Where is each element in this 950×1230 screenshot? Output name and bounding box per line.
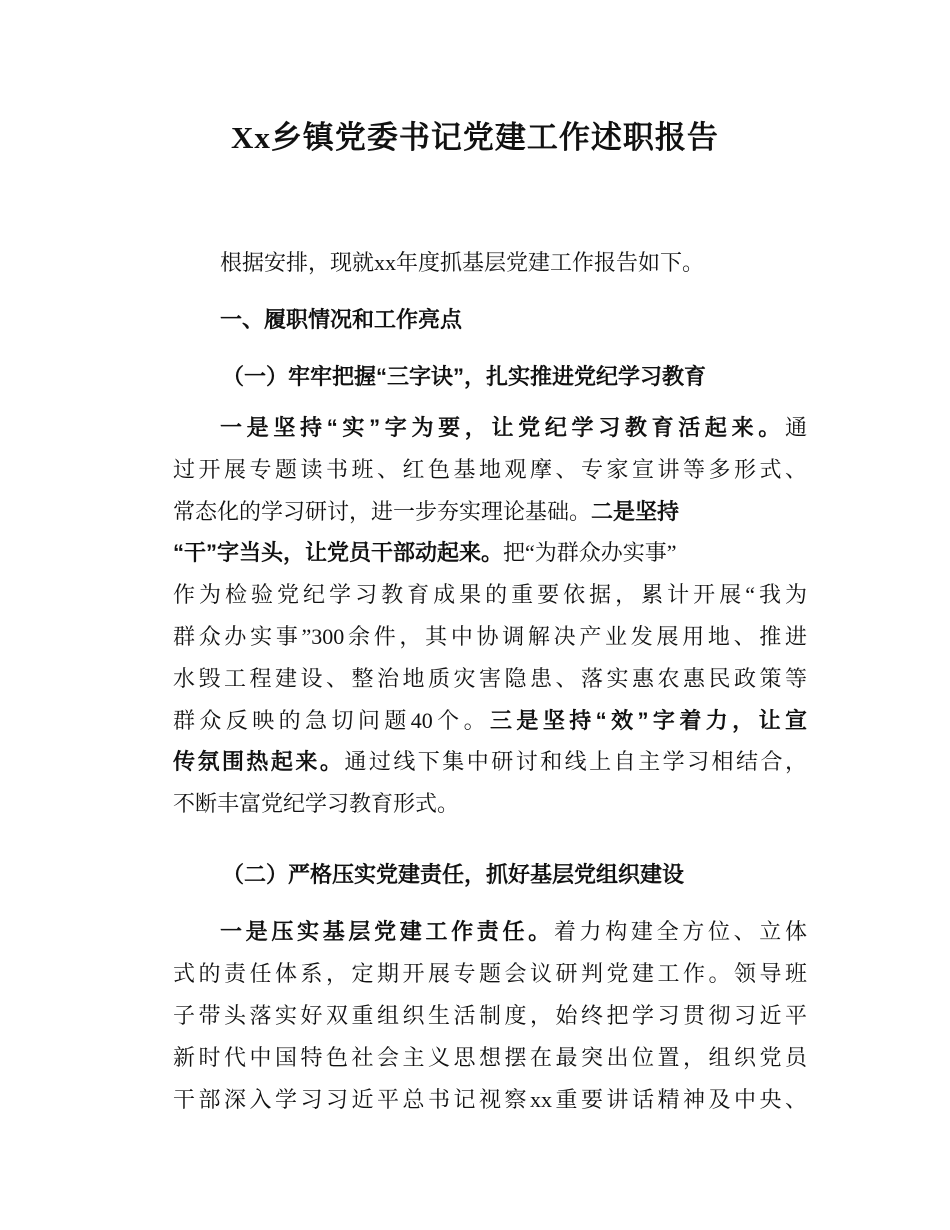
paragraph-line: [173, 1001, 807, 1031]
body-text: 把“为群众办实事”: [503, 540, 677, 566]
body-text: 不断丰富党纪学习教育形式。: [173, 791, 460, 817]
paragraph-line: [173, 455, 807, 485]
paragraph-line: [173, 664, 807, 694]
body-text: 通过线下集中研讨和线上自主学习相结合，: [344, 749, 807, 775]
intro-paragraph: 根据安排，现就xx年度抓基层党建工作报告如下。: [220, 250, 705, 275]
paragraph-line: [173, 959, 807, 989]
paragraph-line: [173, 1085, 807, 1115]
body-text: 着力构建全方位、立体: [553, 919, 807, 944]
paragraph-line: [173, 747, 807, 777]
bold-lead-text: “干”字当头，让党员干部动起来。: [173, 540, 504, 566]
body-text: 群众办实事”300余件，其中协调解决产业发展用地、推进: [173, 624, 807, 649]
body-text: 干部深入学习习近平总书记视察xx重要讲话精神及中央、: [173, 1087, 807, 1112]
bold-lead-text: 二是坚持: [591, 498, 680, 524]
paragraph-line: [173, 706, 807, 736]
paragraph-line: [173, 538, 807, 568]
body-text: 通: [784, 415, 807, 440]
body-text: 常态化的学习研讨，进一步夯实理论基础。: [173, 498, 592, 524]
bold-lead-text: 一是坚持“实”字为要，让党纪学习教育活起来。: [220, 415, 785, 440]
body-text: 作为检验党纪学习教育成果的重要依据，累计开展“我为: [173, 582, 807, 608]
bold-lead-text: 传氛围热起来。: [173, 749, 345, 775]
paragraph-line: [173, 580, 807, 610]
body-text: 子带头落实好双重组织生活制度，始终把学习贯彻习近平: [173, 1003, 807, 1028]
paragraph-line: [173, 789, 807, 819]
paragraph-line: [220, 413, 807, 443]
body-text: 群众反映的急切问题40个。: [173, 707, 490, 733]
section-heading-1: 一、履职情况和工作亮点: [220, 307, 463, 332]
paragraph-line: [220, 917, 807, 947]
bold-lead-text: 一是压实基层党建工作责任。: [220, 919, 554, 944]
body-text: 式的责任体系，定期开展专题会议研判党建工作。领导班: [173, 961, 807, 986]
paragraph-line: [173, 497, 807, 527]
body-text: 新时代中国特色社会主义思想摆在最突出位置，组织党员: [173, 1045, 807, 1070]
document-title: Xx乡镇党委书记党建工作述职报告: [231, 120, 719, 155]
paragraph-line: [173, 622, 807, 652]
bold-lead-text: 三是坚持“效”字着力，让宣: [490, 707, 807, 733]
body-text: 过开展专题读书班、红色基地观摩、专家宣讲等多形式、: [173, 456, 807, 482]
body-text: 水毁工程建设、整治地质灾害隐患、落实惠农惠民政策等: [173, 665, 807, 691]
subsection-heading-2: （二）严格压实党建责任，抓好基层党组织建设: [222, 862, 685, 887]
paragraph-line: [173, 1043, 807, 1073]
subsection-heading-1: （一）牢牢把握“三字诀”，扎实推进党纪学习教育: [222, 364, 707, 389]
